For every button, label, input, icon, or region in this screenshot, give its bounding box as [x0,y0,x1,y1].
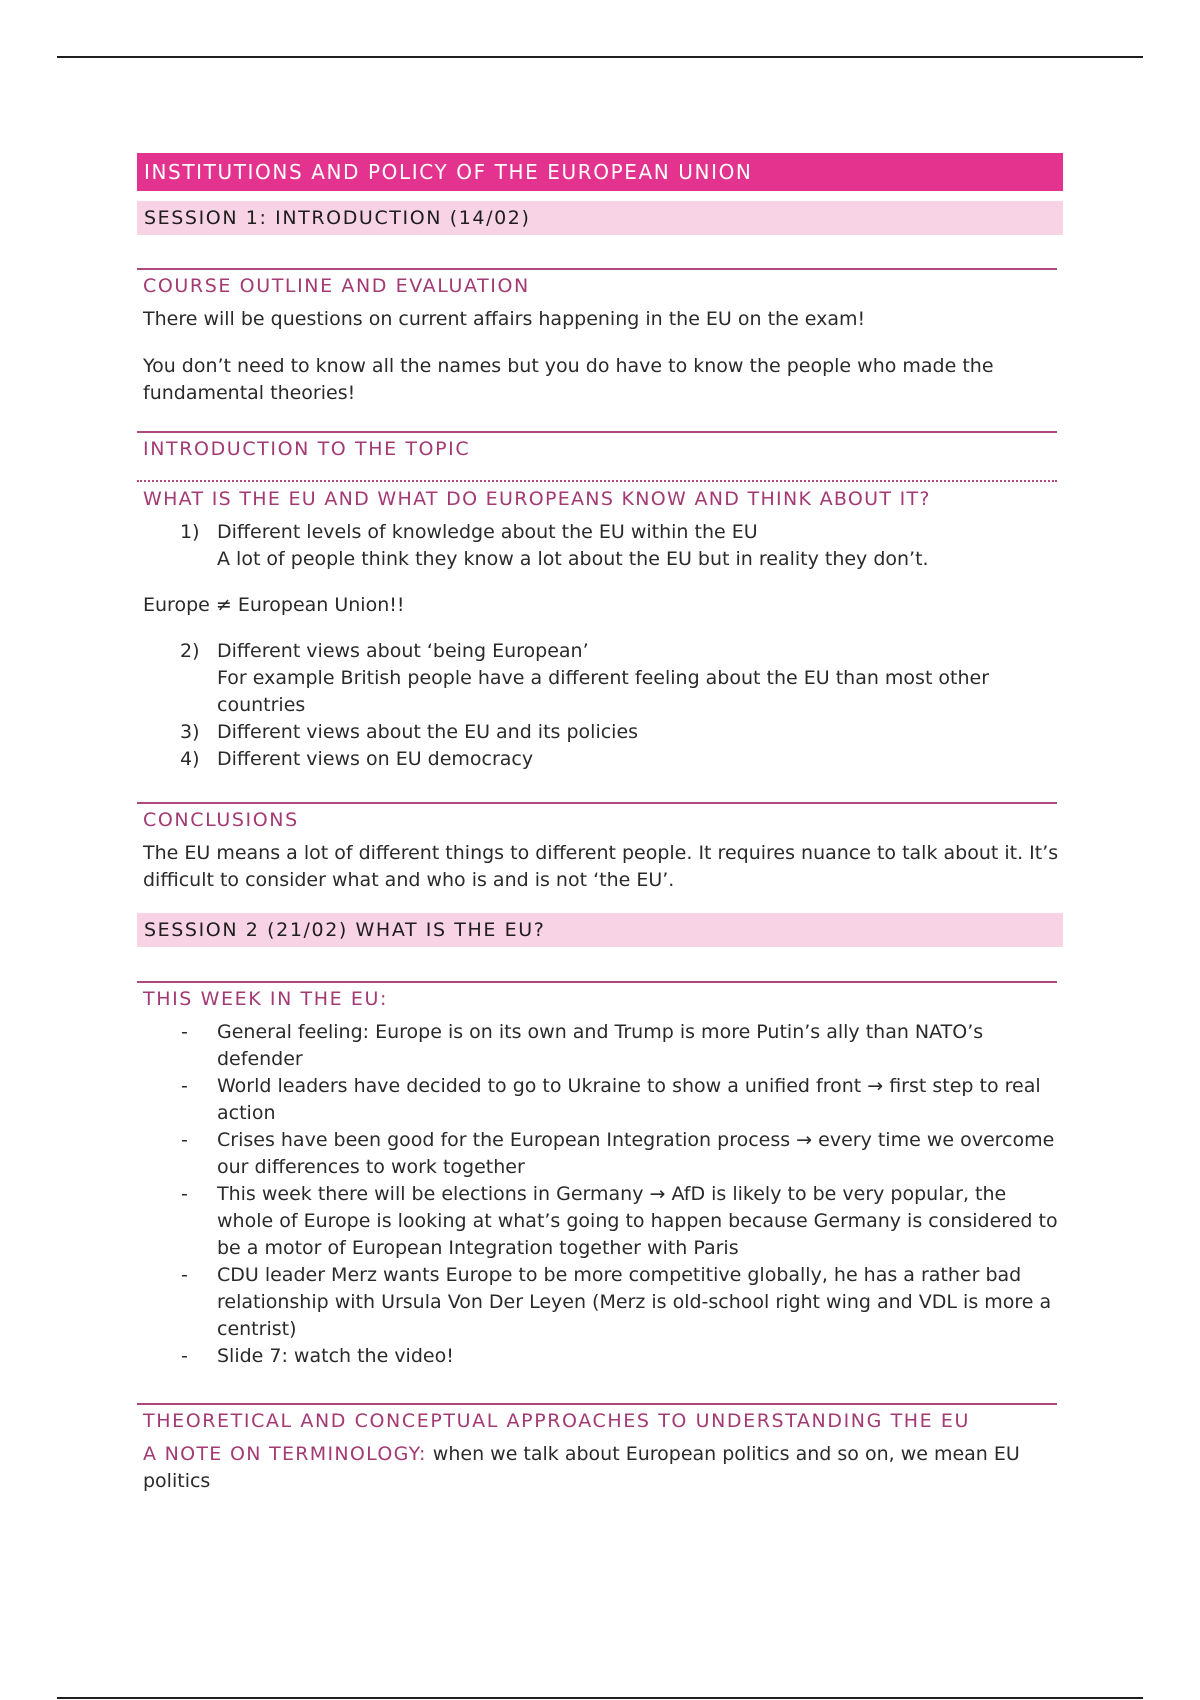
terminology-note [137,1441,1063,1495]
list-number: 2) [180,640,200,662]
intro-topic-heading: INTRODUCTION TO THE TOPIC [137,431,1057,460]
list-item-text: This week there will be elections in Germany → AfD is likely to be very popular, the whole of Europe is looking at what’s going to happen because Germany is considered to be a motor of European Integration together with Paris [217,1183,1058,1259]
list-item-text: Crises have been good for the European Integration process → every time we overcome our differences to work together [217,1129,1055,1178]
session-2-title: SESSION 2 (21/02) WHAT IS THE EU? [137,913,1063,947]
list-item-text: General feeling: Europe is on its own and Trump is more Putin’s ally than NATO’s defender [217,1021,984,1070]
document-title: INSTITUTIONS AND POLICY OF THE EUROPEAN UNION [137,153,1063,191]
course-outline-heading: COURSE OUTLINE AND EVALUATION [137,268,1057,297]
page-top-rule [57,56,1143,58]
list-item [180,1343,1063,1370]
list-item-text: Slide 7: watch the video! [217,1345,454,1367]
bullet-dash: - [181,1075,188,1097]
bullet-dash: - [181,1264,188,1286]
list-item [180,1019,1063,1073]
this-week-list [137,1019,1063,1370]
terminology-text: when we talk about European politics and so on, we mean EU politics [143,1443,1020,1492]
outline-paragraph-1: There will be questions on current affairs happening in the EU on the exam! [143,308,866,330]
outline-paragraph-2: You don’t need to know all the names but you do have to know the people who made the fundamental theories! [143,355,994,404]
list-number: 4) [180,748,200,770]
list-item-text: World leaders have decided to go to Ukraine to show a unified front → first step to real action [217,1075,1041,1124]
list-item-text: Different views about ‘being European’ [217,640,589,662]
bullet-dash: - [181,1345,188,1367]
theory-heading: THEORETICAL AND CONCEPTUAL APPROACHES TO UNDERSTANDING THE EU [137,1403,1057,1432]
conclusions-text: The EU means a lot of different things to different people. It requires nuance to talk about it. It’s difficult to consider what and who is and is not ‘the EU’. [143,842,1059,891]
list-item [180,1262,1063,1343]
document-body [137,153,1063,1495]
list-item-text: Different levels of knowledge about the EU within the EU [217,521,758,543]
list-number: 1) [180,521,200,543]
knowledge-list [137,519,1063,573]
views-list [137,638,1063,773]
what-is-eu-subheading: WHAT IS THE EU AND WHAT DO EUROPEANS KNOW AND THINK ABOUT IT? [137,480,1057,510]
bullet-dash: - [181,1021,188,1043]
list-item [180,746,1063,773]
terminology-label: A NOTE ON TERMINOLOGY: [143,1443,427,1465]
europe-note: Europe ≠ European Union!! [143,594,405,616]
conclusions-heading: CONCLUSIONS [137,802,1057,831]
bullet-dash: - [181,1129,188,1151]
list-item [180,719,1063,746]
list-item-text: CDU leader Merz wants Europe to be more competitive globally, he has a rather bad relationship with Ursula Von Der Leyen (Merz is old-school right wing and VDL is more a centrist) [217,1264,1052,1340]
list-item-text: Different views about the EU and its policies [217,721,639,743]
list-item-text: Different views on EU democracy [217,748,534,770]
list-number: 3) [180,721,200,743]
list-item [180,1181,1063,1262]
list-item [180,1127,1063,1181]
page-bottom-rule [57,1697,1143,1699]
list-item [180,638,1063,719]
list-item-subtext: For example British people have a different feeling about the EU than most other countries [217,667,990,716]
list-item-subtext: A lot of people think they know a lot about the EU but in reality they don’t. [217,548,929,570]
this-week-heading: THIS WEEK IN THE EU: [137,981,1057,1010]
list-item [180,1073,1063,1127]
list-item [180,519,1063,573]
session-1-title: SESSION 1: INTRODUCTION (14/02) [137,201,1063,235]
bullet-dash: - [181,1183,188,1205]
